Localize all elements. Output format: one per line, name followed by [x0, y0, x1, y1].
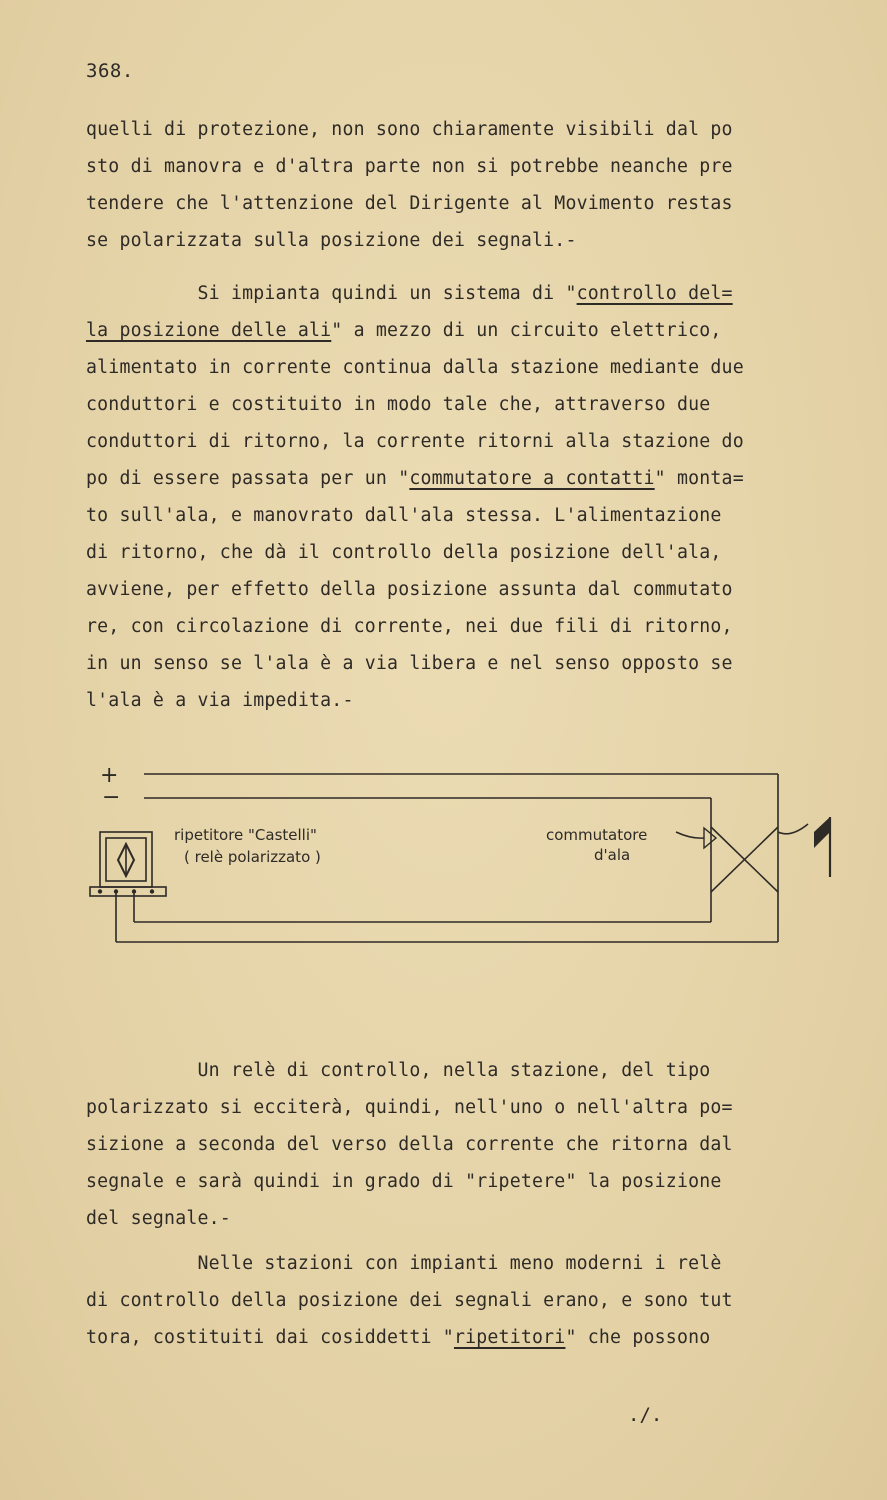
- switch-label-line2: d'ala: [594, 846, 631, 864]
- paragraph-2: [86, 275, 846, 719]
- text-segment: sizione a seconda del verso della corrente che ritorna dal: [86, 1134, 733, 1155]
- text-segment: in un senso se l'ala è a via libera e nel senso opposto se: [86, 653, 733, 674]
- text-line: [86, 497, 846, 534]
- underlined-term: la posizione delle ali: [86, 320, 332, 341]
- text-segment: di ritorno, che dà il controllo della posizione dell'ala,: [86, 542, 722, 563]
- minus-label: −: [102, 785, 121, 810]
- underlined-term: commutatore a contatti: [409, 468, 655, 489]
- text-line: [86, 571, 846, 608]
- text-segment: re, con circolazione di corrente, nei due fili di ritorno,: [86, 616, 733, 637]
- text-segment: Un relè di controllo, nella stazione, del tipo: [86, 1060, 711, 1081]
- signal-arm-icon: [814, 817, 830, 848]
- underlined-term: controllo del=: [576, 283, 733, 304]
- text-segment: to sull'ala, e manovrato dall'ala stessa. L'alimentazione: [86, 505, 722, 526]
- terminal-dots: [98, 889, 154, 893]
- text-line: [86, 423, 846, 460]
- text-line: [86, 1126, 846, 1163]
- text-segment: Nelle stazioni con impianti meno moderni i relè: [86, 1253, 722, 1274]
- text-line: [86, 185, 846, 222]
- text-line: [86, 1282, 846, 1319]
- text-segment: polarizzato si ecciterà, quindi, nell'uno o nell'altra po=: [86, 1097, 733, 1118]
- text-segment: tora, costituiti dai cosiddetti ": [86, 1327, 454, 1348]
- plus-label: +: [100, 763, 119, 788]
- paragraph-4: [86, 1245, 846, 1356]
- text-line: [86, 111, 846, 148]
- text-line: [86, 275, 846, 312]
- arm-linkage: [778, 824, 808, 834]
- text-line: [86, 1163, 846, 1200]
- relay-label-line1: ripetitore "Castelli": [174, 826, 317, 844]
- text-segment: segnale e sarà quindi in grado di "ripetere" la posizione: [86, 1171, 722, 1192]
- text-segment: avviene, per effetto della posizione assunta dal commutato: [86, 579, 733, 600]
- text-line: [86, 1052, 846, 1089]
- text-segment: Si impianta quindi un sistema di ": [86, 283, 577, 304]
- text-segment: del segnale.-: [86, 1208, 231, 1229]
- text-line: [86, 645, 846, 682]
- text-segment: l'ala è a via impedita.-: [86, 690, 354, 711]
- text-line: [86, 608, 846, 645]
- text-line: [86, 1319, 846, 1356]
- continuation-mark: ./.: [628, 1404, 663, 1426]
- text-segment: quelli di protezione, non sono chiaramente visibili dal po: [86, 119, 733, 140]
- text-line: [86, 682, 846, 719]
- text-segment: " monta=: [654, 468, 744, 489]
- text-line: [86, 349, 846, 386]
- text-segment: po di essere passata per un ": [86, 468, 410, 489]
- circuit-diagram: [86, 752, 846, 962]
- text-line: [86, 1245, 846, 1282]
- text-segment: " che possono: [565, 1327, 711, 1348]
- text-line: [86, 312, 846, 349]
- underlined-term: ripetitori: [453, 1327, 566, 1348]
- relay-label-line2: ( relè polarizzato ): [184, 848, 321, 866]
- text-line: [86, 222, 846, 259]
- text-line: [86, 1200, 846, 1237]
- paragraph-1: [86, 111, 846, 259]
- text-segment: sto di manovra e d'altra parte non si potrebbe neanche pre: [86, 156, 733, 177]
- text-segment: tendere che l'attenzione del Dirigente al Movimento restas: [86, 193, 733, 214]
- page-number: 368.: [86, 60, 134, 82]
- text-line: [86, 460, 846, 497]
- text-segment: " a mezzo di un circuito elettrico,: [331, 320, 722, 341]
- switch-label-line1: commutatore: [546, 826, 648, 844]
- text-segment: conduttori di ritorno, la corrente ritorni alla stazione do: [86, 431, 744, 452]
- paragraph-3: [86, 1052, 846, 1237]
- text-line: [86, 386, 846, 423]
- text-segment: di controllo della posizione dei segnali erano, e sono tut: [86, 1290, 733, 1311]
- text-segment: conduttori e costituito in modo tale che, attraverso due: [86, 394, 711, 415]
- text-line: [86, 148, 846, 185]
- text-line: [86, 534, 846, 571]
- text-segment: alimentato in corrente continua dalla stazione mediante due: [86, 357, 744, 378]
- text-segment: se polarizzata sulla posizione dei segnali.-: [86, 230, 577, 251]
- text-line: [86, 1089, 846, 1126]
